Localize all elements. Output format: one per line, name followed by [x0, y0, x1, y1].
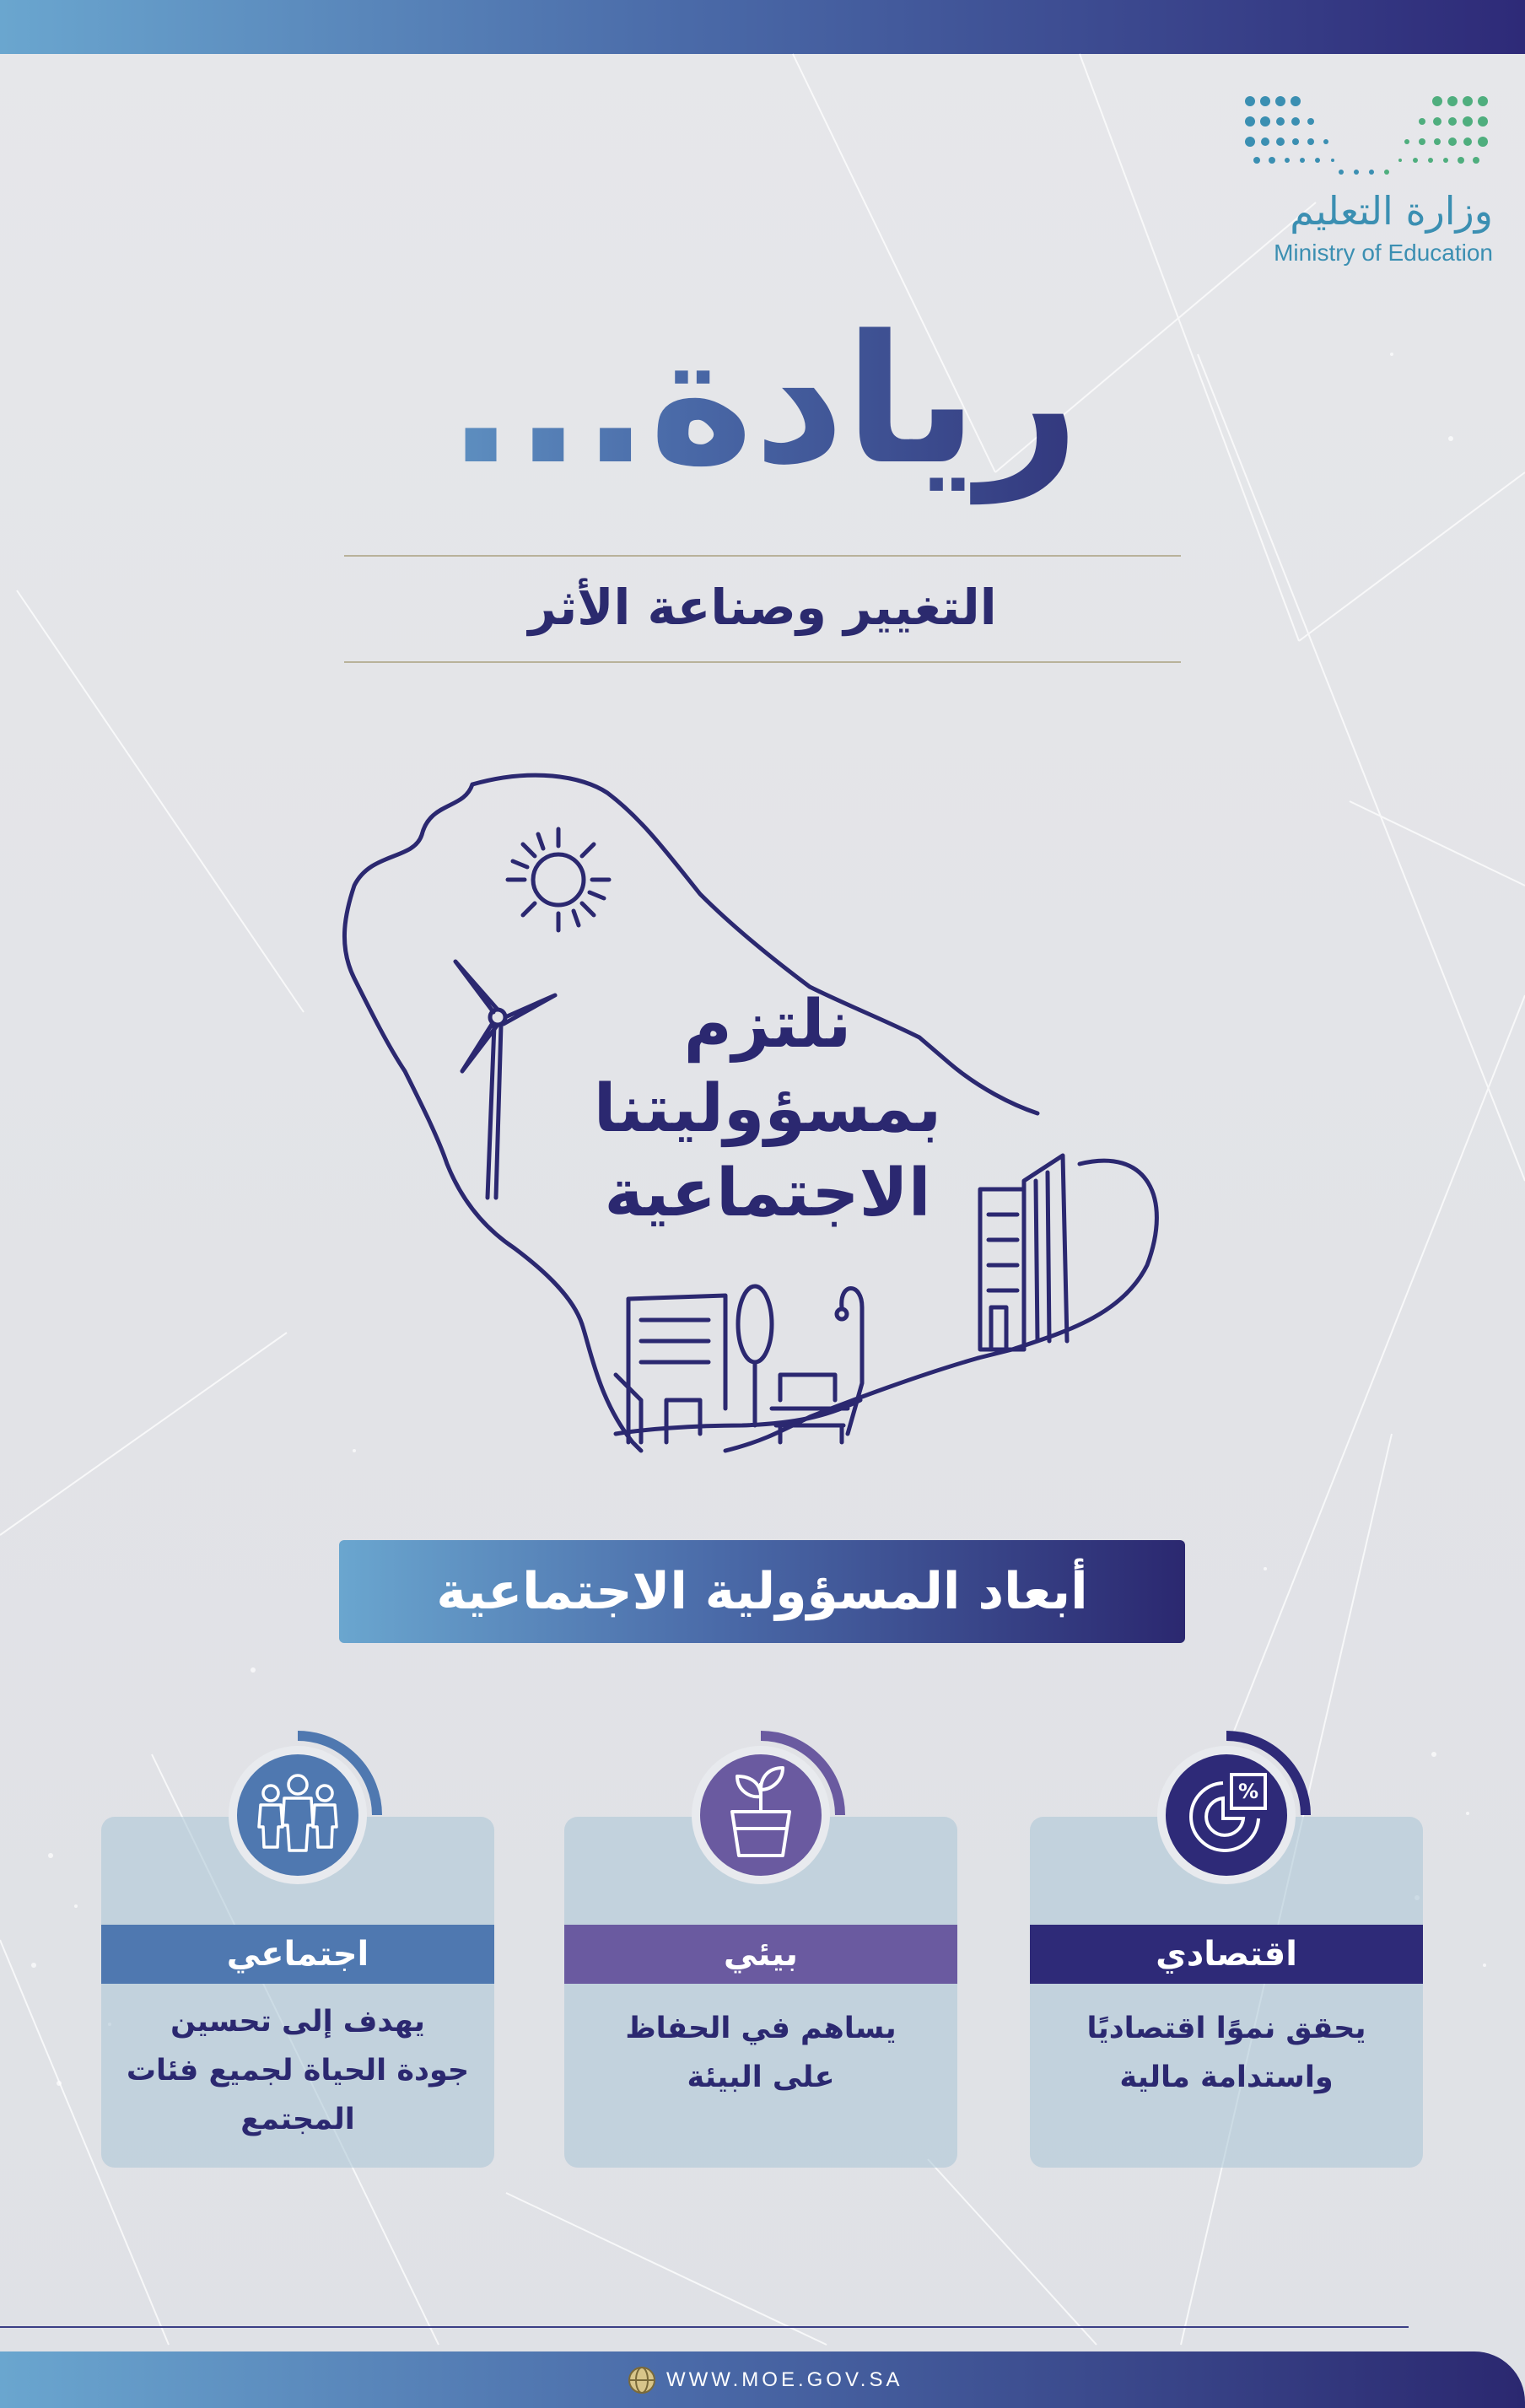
card-environmental-line2: على البيئة — [687, 2061, 835, 2094]
card-social-line2: جودة الحياة لجميع فئات — [126, 2054, 470, 2087]
pie-chart-percent-icon — [1142, 1731, 1311, 1899]
badge-environmental — [676, 1731, 845, 1899]
title-divider-bottom — [344, 661, 1181, 663]
card-environmental-line1: يساهم في الحفاظ — [625, 2012, 897, 2045]
footer-rule — [0, 2326, 1409, 2328]
globe-icon — [628, 2366, 656, 2395]
title-divider-top — [344, 555, 1181, 557]
card-economic-line2: واستدامة مالية — [1119, 2061, 1334, 2094]
svg-text:%: % — [1237, 1780, 1259, 1803]
card-economic-label: اقتصادي — [1030, 1925, 1423, 1984]
website-url[interactable]: WWW.MOE.GOV.SA — [666, 2368, 903, 2391]
plant-pot-icon — [676, 1731, 845, 1899]
hero-title: ريادة... — [321, 287, 1206, 514]
logo-dots-icon — [1240, 91, 1493, 184]
card-economic-line1: يحقق نموًا اقتصاديًا — [1086, 2012, 1366, 2045]
people-group-icon — [213, 1731, 382, 1899]
card-social-label: اجتماعي — [101, 1925, 494, 1984]
badge-economic — [1142, 1731, 1311, 1899]
card-social-line3: المجتمع — [240, 2103, 355, 2136]
card-social-body — [118, 1997, 477, 2144]
card-environmental-label: بيئي — [564, 1925, 957, 1984]
card-economic-body — [1047, 2004, 1406, 2102]
saudi-map-illustration — [337, 759, 1198, 1459]
dimensions-title-banner: أبعاد المسؤولية الاجتماعية — [339, 1540, 1185, 1643]
map-text-line2: بمسؤوليتنا — [593, 1071, 942, 1147]
map-text-line1: نلتزم — [683, 987, 852, 1063]
card-social-line1: يهدف إلى تحسين — [170, 2005, 425, 2039]
logo-english-text: Ministry of Education — [1274, 240, 1493, 266]
hero-subtitle: التغيير وصناعة الأثر — [528, 579, 997, 636]
map-text-line3: الاجتماعية — [604, 1156, 931, 1231]
card-environmental-body — [581, 2004, 940, 2102]
badge-social — [213, 1731, 382, 1899]
logo-arabic-text: وزارة التعليم — [1290, 188, 1493, 234]
ministry-logo — [1240, 91, 1493, 277]
